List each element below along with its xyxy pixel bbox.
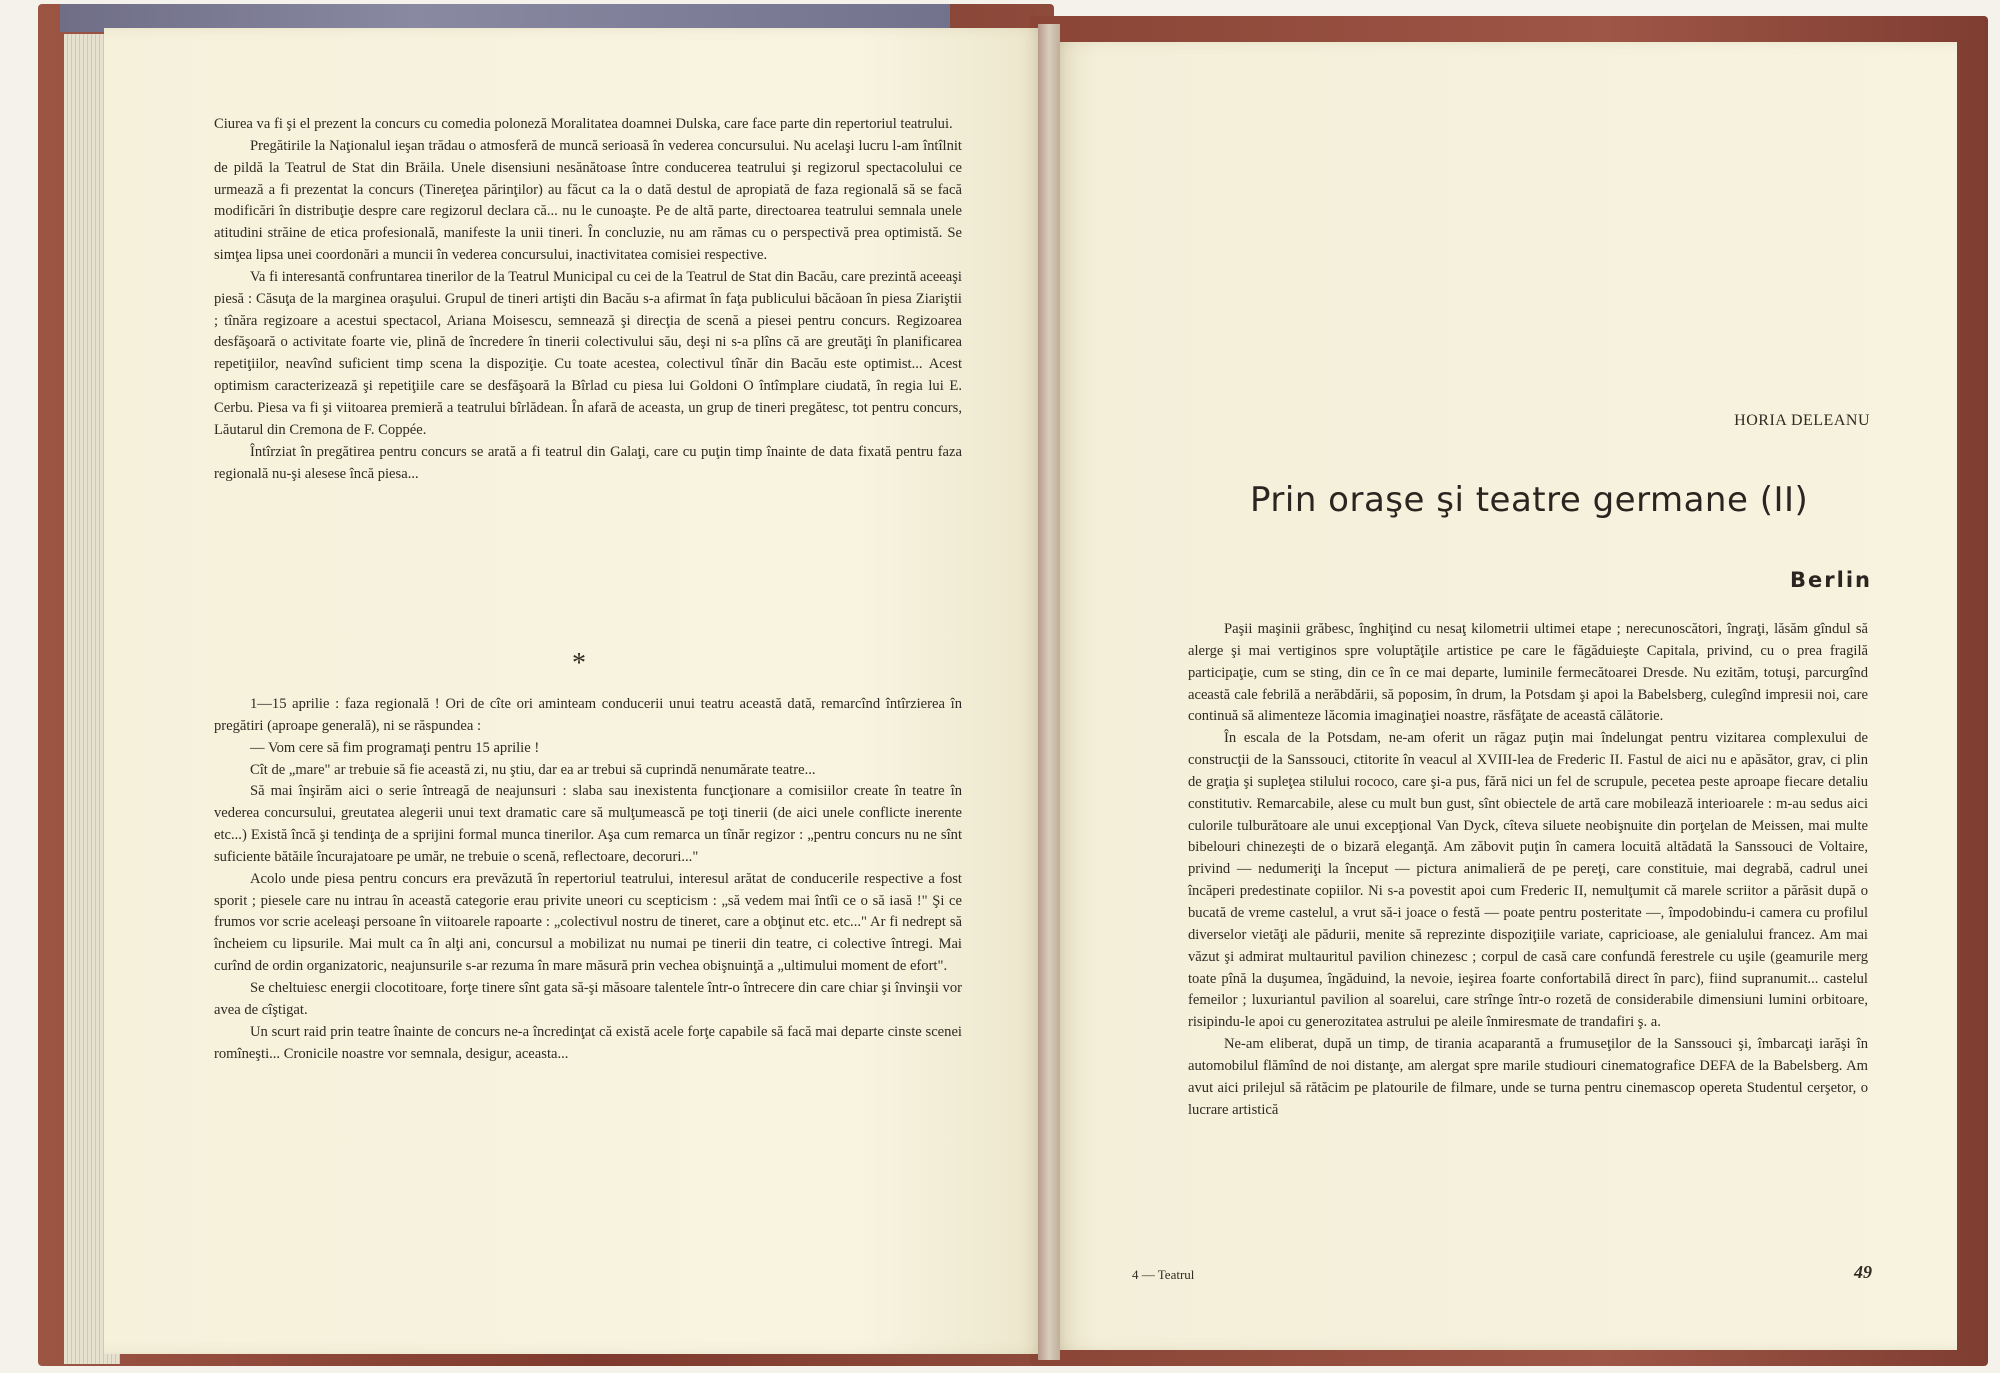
article-subtitle: Berlin [1790,568,1872,592]
paragraph: Pregătirile la Naţionalul ieşan trădau o atmosferă de muncă serioasă în vederea concursului. Nu acelaşi lucru l-am întîlnit de pildă la Teatrul de Stat din Brăila. Unele disensiuni nesănătoase între conducerea teatrului şi regizorul spectacolului ce urmează a fi prezentat la concurs (Tinereţea părinţilor) au făcut ca la o dată destul de apropiată de faza regională să se facă modificări în distribuţie despre care regizorul declara că... nu le cunoaşte. Pe de altă parte, directoarea teatrului semnala unele atitudini străine de etica profesională, manifeste la unii tineri. În concluzie, nu am rămas cu o perspectivă prea optimistă. Se simţea lipsa unei coordonări a muncii în vederea concursului, inactivitatea comisiei respective. [214,137,962,264]
paragraph: Acolo unde piesa pentru concurs era prevăzută în repertoriul teatrului, interesul arătat de conducerile respective a fost sporit ; piesele care nu intrau în această categorie erau privite uneori cu scepticism : „să vedem mai întîi ce o să iasă !" Şi ce frumos vor scrie aceleaşi persoane în viitoarele rapoarte : „colectivul nostru de tineret, care a obţinut etc. etc..." Ar fi nedrept să încheiem cu lipsurile. Mai mult ca în alţi ani, concursul a mobilizat nu numai pe tinerii din teatre, ci colective întregi. Mai curînd de ordin organizatoric, neajunsurile s-ar rezuma în mare măsură prin vechea obişnuinţă a „ultimului moment de efort". [214,870,962,975]
article-author: HORIA DELEANU [1734,412,1870,429]
paragraph: 1—15 aprilie : faza regională ! Ori de cîte ori aminteam conducerii unui teatru această dată, remarcînd întîrzierea în pregătiri (aproape generală), ni se răspundea : [214,696,962,734]
paragraph: Cît de „mare" ar trebuie să fie această zi, nu ştiu, dar ea ar trebui să cuprindă nenumărate teatre... [250,761,816,778]
left-page-text-top [214,114,962,485]
paragraph: Se cheltuiesc energii clocotitoare, forţe tinere sînt gata să-şi măsoare talentele într-o întrecere din care chiar şi învinşii vor avea de cîştigat. [214,979,962,1018]
right-page-text [1188,619,1868,1121]
book-gutter [1038,24,1060,1360]
article-title: Prin oraşe şi teatre germane (II) [1250,480,1809,520]
left-page-text-bottom [214,694,962,1065]
paragraph: Ne-am eliberat, după un timp, de tirania acaparantă a frumuseţilor de la Sanssouci şi, îmbarcaţi iarăşi în automobilul flămînd de noi distanţe, am alergat spre marile studiouri cinematografice DEFA de la Babelsberg. Am avut aici prilejul să rătăcim pe platourile de filmare, unde se turna pentru cinemascop opereta Studentul cerşetor, o lucrare artistică [1188,1036,1868,1118]
paragraph: — Vom cere să fim programaţi pentru 15 aprilie ! [250,739,540,756]
paragraph: Paşii maşinii grăbesc, înghiţind cu nesaţ kilometrii ultimei etape ; nerecunoscători, îngraţi, lăsăm gîndul să alerge şi mai vertiginos spre voluptăţile artistice pe care le făgăduieşte Capitala, privind, cu o prea fragilă participaţie, cum se sting, din ce în ce mai departe, luminile fermecătoarei Dresde. Nu ezităm, totuşi, parcurgînd această cale febrilă a nerăbdării, să poposim, în drum, la Potsdam şi apoi la Babelsberg, culegînd impresii noi, care continuă să alimenteze lăcomia imaginaţiei noastre, răsfăţate de această călătorie. [1188,621,1868,725]
paragraph: Un scurt raid prin teatre înainte de concurs ne-a încredinţat că există acele forţe capabile să facă mai departe cinste scenei romîneşti... Cronicile noastre vor semnala, desigur, aceasta... [214,1023,962,1062]
section-separator: * [572,648,586,679]
paragraph: Ciurea va fi şi el prezent la concurs cu comedia poloneză Moralitatea doamnei Dulska, care face parte din repertoriul teatrului. [214,116,953,132]
page-number: 49 [1854,1262,1872,1282]
page-footer-signature: 4 — Teatrul [1132,1267,1195,1282]
paragraph: În escala de la Potsdam, ne-am oferit un răgaz puţin mai îndelungat pentru vizitarea complexului de construcţii de la Sanssouci, ctitorite în veacul al XVIII-lea de Frederic II. Fastul de aici nu e apăsător, grav, ci plin de graţia şi supleţea stilului rococo, care şi-a pus, fără nici un fel de scrupule, pecetea peste aproape fiecare detaliu constitutiv. Remarcabile, alese cu mult bun gust, sînt obiectele de artă care mobilează interioarele : m-au sedus aici culorile tulburătoare ale unui excepţional Van Dyck, cîteva siluete neobişnuite din porţelan de Meissen, mai multe bibelouri chinezeşti de o bizară eleganţă. Am zăbovit puţin în camera locuită altădată la Sanssouci de Voltaire, privind — nedumeriţi la început — pictura animalieră de pe pereţi, care constituie, mai degrabă, cadrul unei încăperi predestinate copiilor. Ni s-a povestit apoi cum Frederic II, nemulţumit că marele scriitor a părăsit după o bucată de vreme castelul, a vrut să-i joace o festă — poate pentru posteritate —, împodobindu-i camera cu profilul diverselor vietăţi ale pădurii, menite să reprezinte dispoziţiile variate, capricioase, ale genialului francez. Am mai văzut şi admirat multauritul pavilion chinezesc ; corpul de casă care confundă ferestrele cu uşile (geamurile merg toate pînă la duşumea, îngăduind, la nevoie, ieşirea foarte confortabilă direct în parc), fiind supranumit... castelul femeilor ; luxuriantul pavilion al soarelui, care strînge într-o rozetă de considerabile dimensiuni lumini orbitoare, risipindu-le apoi cu generozitatea astrului pe aleile înmiresmate de trandafiri ş. a. [1188,730,1868,1031]
paragraph: Întîrziat în pregătirea pentru concurs se arată a fi teatrul din Galaţi, care cu puţin timp înainte de data fixată pentru faza regională nu-şi alesese încă piesa... [214,443,962,482]
paragraph: Va fi interesantă confruntarea tinerilor de la Teatrul Municipal cu cei de la Teatrul de Stat din Bacău, care prezintă aceeaşi piesă : Căsuţa de la marginea oraşului. Grupul de tineri artişti din Bacău s-a afirmat în faţa publicului băcăoan în piesa Ziariştii ; tînăra regizoare a acestui spectacol, Ariana Moisescu, semnează şi direcţia de scenă a piesei pentru concurs. Regizoarea desfăşoară o activitate foarte vie, plină de încredere în tinerii colectivului său, deşi ni s-a plîns că are greutăţi în planificarea repetiţiilor, neavînd suficient timp scena la dispoziţie. Cu toate acestea, colectivul tînăr din Bacău este optimist... Acest optimism caracterizează şi repetiţiile care se desfăşoară la Bîrlad cu piesa lui Goldoni O întîmplare ciudată, în regia lui E. Cerbu. Piesa va fi şi viitoarea premieră a teatrului bîrlădean. În afară de aceasta, un grup de tineri pregătesc, tot pentru concurs, Lăutarul din Cremona de F. Coppée. [214,268,962,438]
paragraph: Să mai înşirăm aici o serie întreagă de neajunsuri : slaba sau inexistenta funcţionare a comisiilor create în teatre în vederea concursului, greutatea alegerii unui text dramatic care să mulţumească pe toţi tinerii (de aici unele conflicte inerente etc...) Există încă şi tendinţa de a sprijini formal munca tinerilor. Aşa cum remarca un tînăr regizor : „pentru concurs nu ne sînt suficiente bătăile încurajatoare pe umăr, ne trebuie o scenă, reflectoare, decoruri..." [214,783,962,865]
